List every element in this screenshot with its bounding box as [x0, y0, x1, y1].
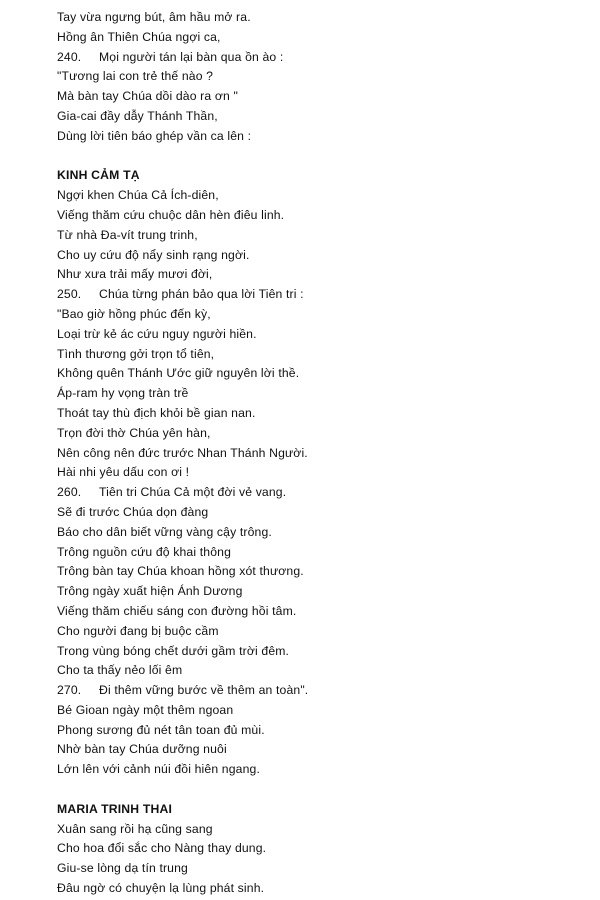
verse-line	[57, 48, 577, 68]
verse-line	[57, 186, 577, 206]
verse-text: Nên công nên đức trước Nhan Thánh Người.	[57, 445, 308, 460]
verse-text: Hài nhi yêu dấu con ơi !	[57, 465, 190, 480]
verse-line	[57, 404, 577, 424]
verse-number: 260.	[57, 485, 82, 500]
verse-block-2	[57, 186, 577, 780]
verse-text: Nhờ bàn tay Chúa dưỡng nuôi	[57, 742, 227, 757]
verse-text: Tiên tri Chúa Cả một đời vẻ vang.	[99, 485, 287, 500]
verse-text: Hồng ân Thiên Chúa ngợi ca,	[57, 29, 221, 44]
verse-text: Xuân sang rồi hạ cũng sang	[57, 821, 213, 836]
verse-number: 250.	[57, 287, 82, 302]
verse-line	[57, 681, 577, 701]
verse-text: Thoát tay thù địch khỏi bề gian nan.	[57, 405, 256, 420]
verse-line	[57, 582, 577, 602]
verse-text: Gia-cai đầy dẫy Thánh Thần,	[57, 108, 218, 123]
verse-line	[57, 444, 577, 464]
verse-line	[57, 543, 577, 563]
verse-line	[57, 107, 577, 127]
verse-line	[57, 622, 577, 642]
verse-line	[57, 661, 577, 681]
verse-text: Chúa từng phán bảo qua lời Tiên tri :	[99, 287, 304, 302]
verse-text: Tình thương gởi trọn tổ tiên,	[57, 346, 215, 361]
verse-text: Trông ngày xuất hiện Ánh Dương	[57, 584, 243, 599]
verse-text: Tay vừa ngưng bút, âm hầu mở ra.	[57, 10, 251, 24]
verse-text: Trông bàn tay Chúa khoan hồng xót thương.	[57, 564, 304, 579]
verse-line	[57, 325, 577, 345]
verse-line	[57, 67, 577, 87]
verse-line	[57, 602, 577, 622]
verse-line	[57, 839, 577, 859]
verse-line	[57, 503, 577, 523]
verse-line	[57, 285, 577, 305]
verse-text: Cho uy cứu độ nẩy sinh rạng ngời.	[57, 247, 250, 262]
document-page	[57, 8, 577, 899]
verse-text: Không quên Thánh Ước giữ nguyên lời thề.	[57, 366, 300, 381]
verse-line	[57, 562, 577, 582]
section-heading-kinh-cam-ta: KINH CẢM TẠ	[57, 168, 140, 183]
verse-text: Lớn lên với cảnh núi đồi hiên ngang.	[57, 762, 260, 777]
verse-text: Mà bàn tay Chúa dồi dào ra ơn "	[57, 89, 238, 104]
verse-text: Viếng thăm cứu chuộc dân hèn điêu linh.	[57, 207, 285, 222]
verse-line	[57, 305, 577, 325]
verse-line	[57, 127, 577, 147]
verse-text: Ngợi khen Chúa Cả Ích-diên,	[57, 188, 219, 203]
verse-text: Bé Gioan ngày một thêm ngoan	[57, 702, 234, 717]
verse-block-1	[57, 8, 577, 147]
verse-line	[57, 87, 577, 107]
verse-line	[57, 859, 577, 879]
verse-line	[57, 206, 577, 226]
verse-line	[57, 879, 577, 899]
verse-line	[57, 701, 577, 721]
verse-text: "Bao giờ hồng phúc đến kỳ,	[57, 306, 211, 321]
verse-line	[57, 364, 577, 384]
verse-text: Đâu ngờ có chuyện lạ lùng phát sinh.	[57, 881, 265, 896]
verse-number: 240.	[57, 49, 82, 64]
verse-line	[57, 483, 577, 503]
verse-text: Đi thêm vững bước về thêm an toàn".	[99, 683, 309, 698]
verse-line	[57, 760, 577, 780]
verse-line	[57, 226, 577, 246]
verse-line	[57, 8, 577, 28]
verse-line	[57, 642, 577, 662]
verse-line	[57, 721, 577, 741]
verse-text: Cho hoa đổi sắc cho Nàng thay dung.	[57, 841, 267, 856]
verse-line	[57, 463, 577, 483]
verse-text: Loại trừ kẻ ác cứu nguy người hiền.	[57, 326, 257, 341]
section-heading-maria-trinh-thai: MARIA TRINH THAI	[57, 801, 173, 816]
blank-line	[57, 780, 577, 800]
verse-text: Phong sương đủ nét tân toan đủ mùi.	[57, 722, 265, 737]
verse-line	[57, 820, 577, 840]
verse-line	[57, 384, 577, 404]
verse-number: 270.	[57, 683, 82, 698]
verse-text: Trọn đời thờ Chúa yên hàn,	[57, 425, 211, 440]
blank-line	[57, 147, 577, 167]
verse-text: Báo cho dân biết vững vàng cậy trông.	[57, 524, 272, 539]
verse-text: Viếng thăm chiếu sáng con đường hồi tâm.	[57, 603, 297, 618]
verse-text: Cho ta thấy nẻo lối êm	[57, 663, 183, 678]
verse-text: Sẽ đi trước Chúa dọn đàng	[57, 504, 209, 519]
verse-line	[57, 740, 577, 760]
verse-line	[57, 345, 577, 365]
verse-text: Mọi người tán lại bàn qua ồn ào :	[99, 49, 284, 64]
verse-line	[57, 246, 577, 266]
verse-text: Từ nhà Đa-vít trung trinh,	[57, 227, 198, 242]
verse-text: Cho người đang bị buộc cầm	[57, 623, 219, 638]
verse-text: Dùng lời tiên báo ghép vần ca lên :	[57, 128, 252, 143]
verse-line	[57, 28, 577, 48]
verse-text: Trong vùng bóng chết dưới gầm trời đêm.	[57, 643, 290, 658]
verse-line	[57, 424, 577, 444]
verse-text: Như xưa trải mấy mươi đời,	[57, 267, 213, 282]
verse-text: Trông nguồn cứu độ khai thông	[57, 544, 231, 559]
verse-line	[57, 523, 577, 543]
verse-text: "Tương lai con trẻ thế nào ?	[57, 69, 214, 84]
verse-text: Giu-se lòng dạ tín trung	[57, 861, 188, 876]
verse-block-3	[57, 820, 577, 899]
verse-line	[57, 265, 577, 285]
verse-text: Áp-ram hy vọng tràn trề	[57, 386, 189, 401]
